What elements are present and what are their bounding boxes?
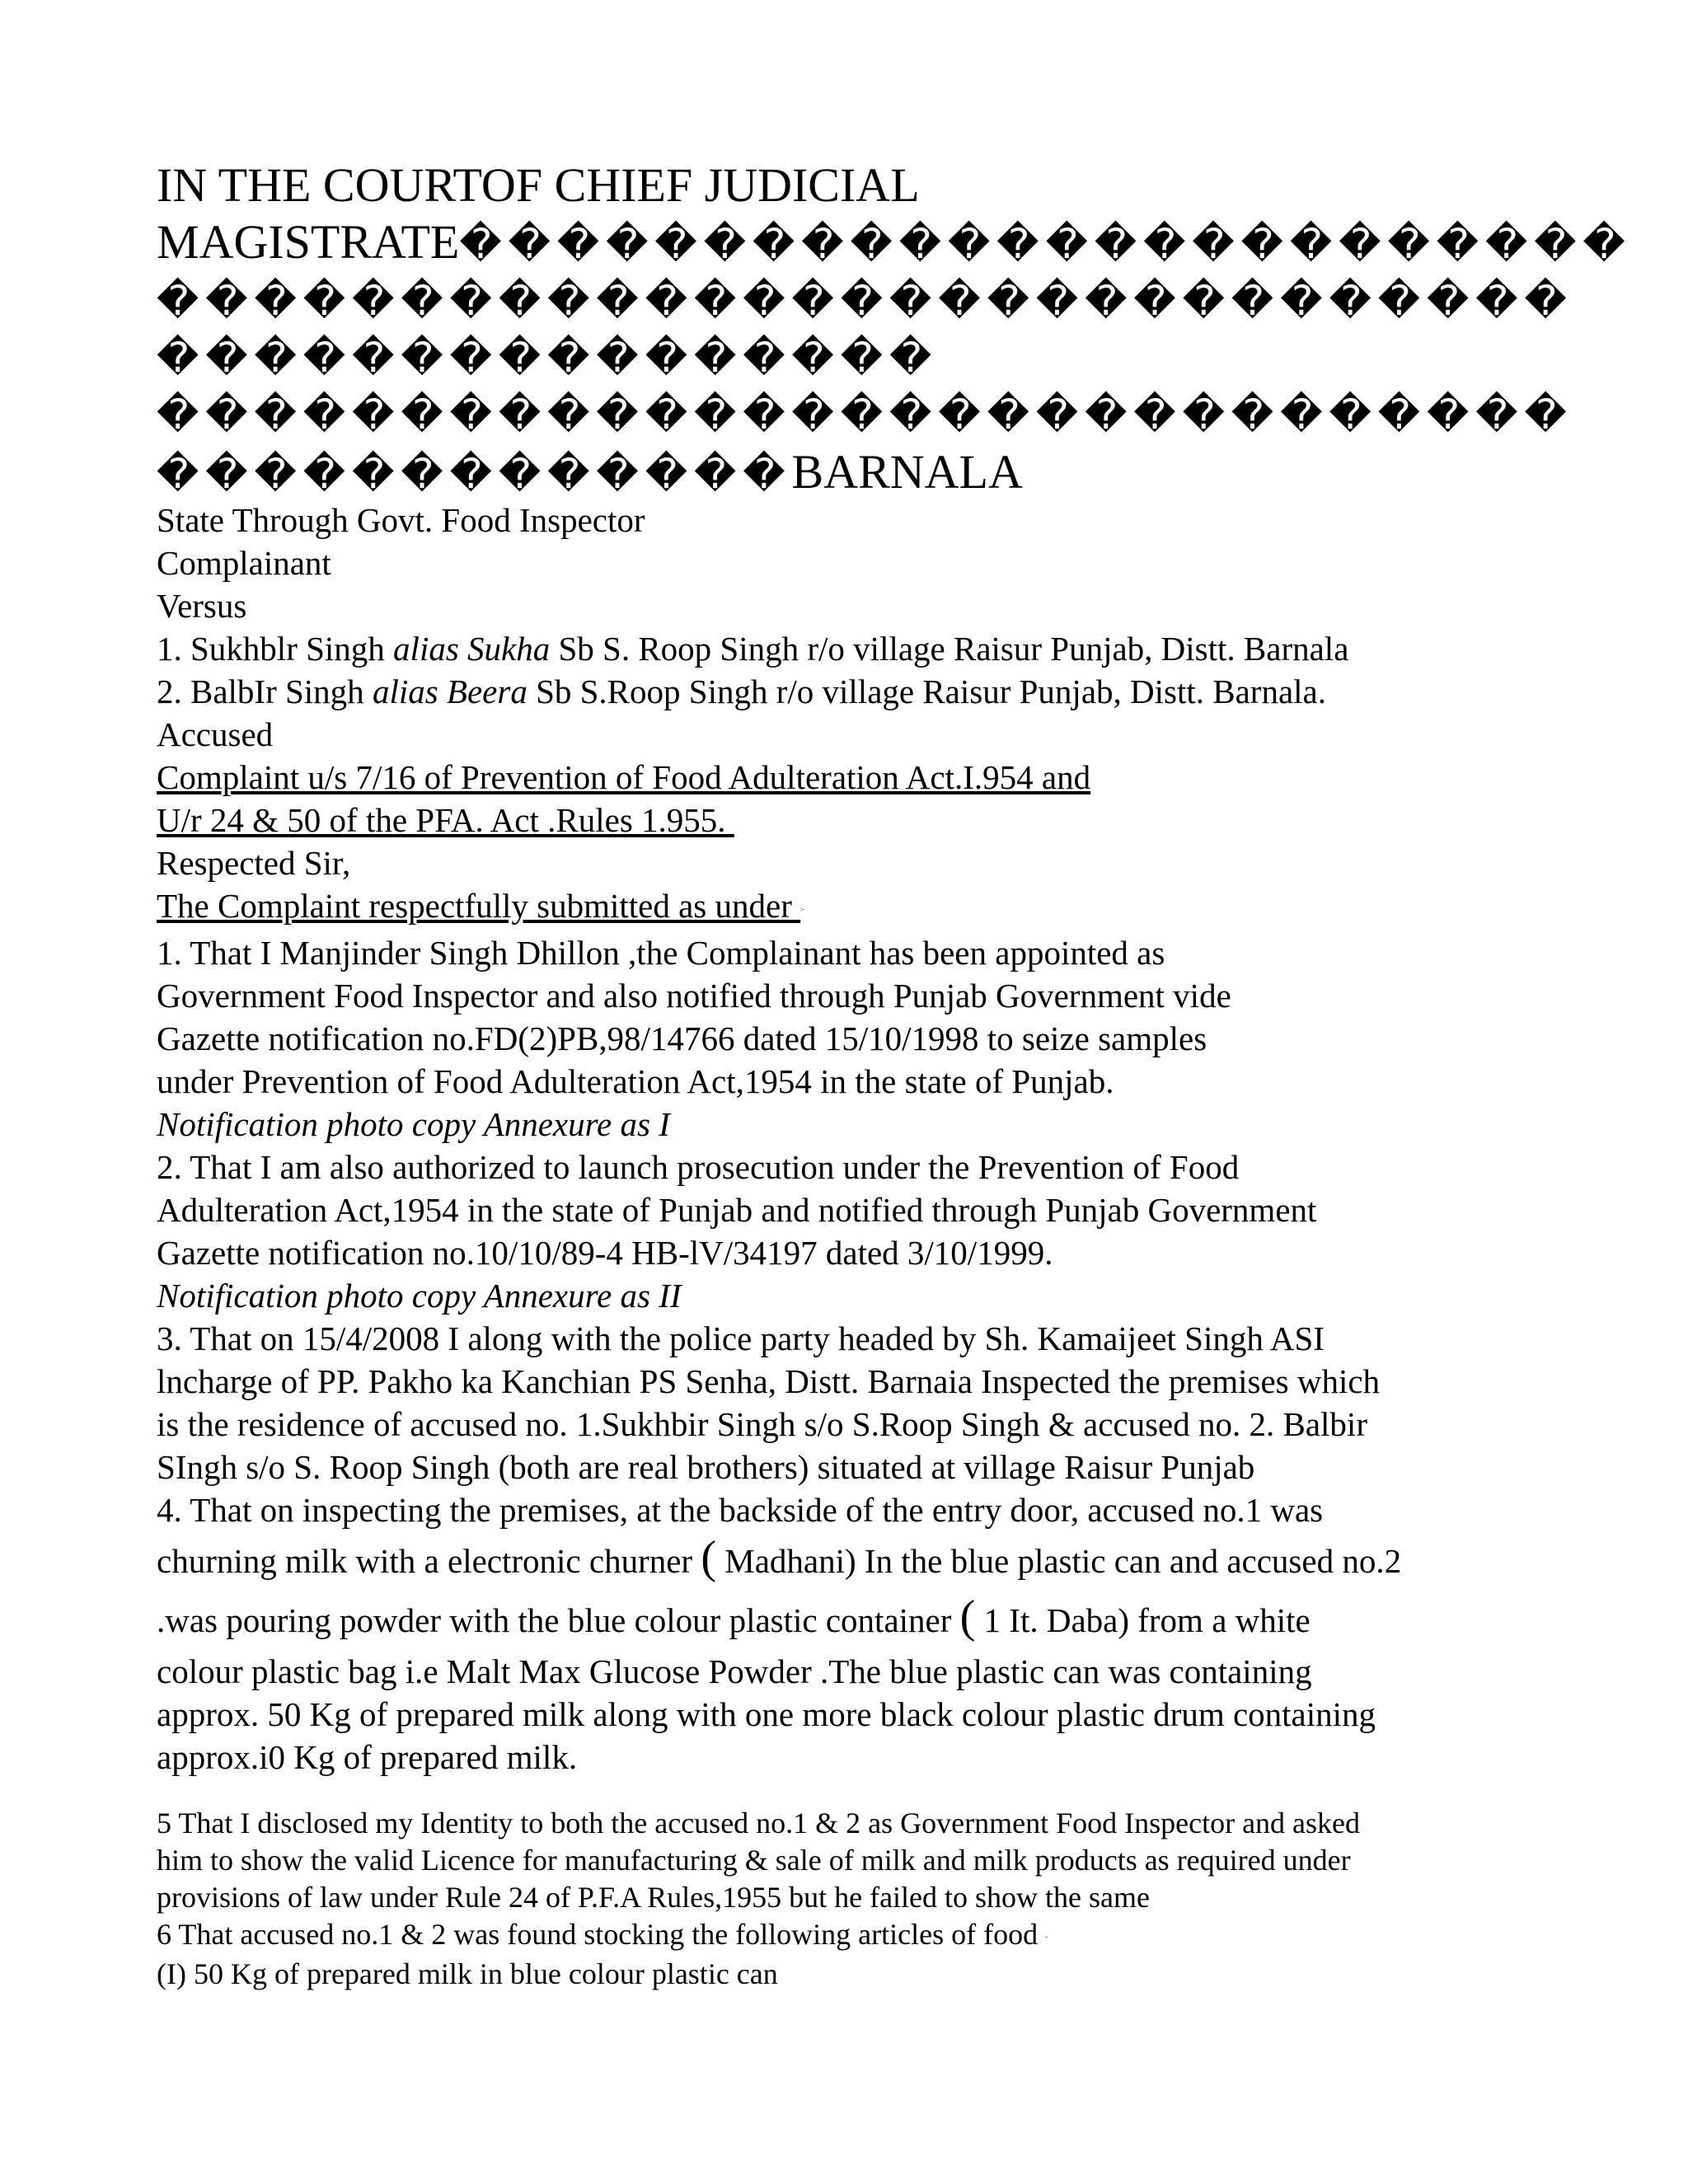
para3-line: SIngh s/o S. Roop Singh (both are real brothers) situated at village Raisur Punjab [157,1447,1255,1486]
para2-line: 2. That I am also authorized to launch prosecution under the Prevention of Food [157,1147,1240,1186]
para4-text: Madhani) In the blue plastic can and accused no.2 [715,1541,1402,1580]
subject-line-2: U/r 24 & 50 of the PFA. Act .Rules 1.955. [157,801,734,839]
complaint-body-continued [157,1805,1574,1993]
subject-line-1: Complaint u/s 7/16 of Prevention of Food Adulteration Act.I.954 and [157,758,1091,796]
para1-line: 1. That I Manjinder Singh Dhillon ,the Complainant has been appointed as [157,933,1165,972]
para4-text: churning milk with a electronic churner [157,1541,701,1580]
para6-line [157,1916,1574,1956]
annexure-2-note: Notification photo copy Annexure as II [157,1276,682,1315]
para3-line: lncharge of PP. Pakho ka Kanchian PS Senha, Distt. Barnaia Inspected the premises which [157,1361,1381,1400]
accused-1-alias: alias Sukha [393,630,551,668]
accused-1-name: 1. Sukhblr Singh [157,630,394,668]
accused-1-details: Sb S. Roop Singh r/o village Raisur Punjab, Distt. Barnala [550,630,1349,668]
para5-line: 5 That I disclosed my Identity to both the accused no.1 & 2 as Government Food Inspector and asked [157,1807,1361,1840]
para4-paren: ( [701,1531,716,1583]
annexure-1-note: Notification photo copy Annexure as I [157,1104,670,1143]
heading-line-2 [157,213,1632,273]
heading-garbled-glyphs: ����������������������������� [157,277,1573,325]
intro-tail: :- [800,905,804,913]
para4-text: 1 It. Daba) from a white [975,1601,1311,1639]
para4-line: approx. 50 Kg of prepared milk along with one more black colour plastic drum containing [157,1694,1376,1733]
intro-text: The Complaint respectfully submitted as under [157,887,801,925]
para1-line: under Prevention of Food Adulteration Act,1954 in the state of Punjab. [157,1062,1114,1100]
heading-barnala: BARNALA [791,445,1023,499]
versus-label: Versus [157,587,247,625]
heading-magistrate: MAGISTRATE [157,215,460,269]
accused-2-name: 2. BalbIr Singh [157,673,373,710]
complaint-body [157,499,1574,1779]
para2-line: Adulteration Act,1954 in the state of Punjab and notified through Punjab Government [157,1190,1317,1229]
para3-line: 3. That on 15/4/2008 I along with the police party headed by Sh. Kamaijeet Singh ASI [157,1319,1325,1357]
para4-line: 4. That on inspecting the premises, at the backside of the entry door, accused no.1 was [157,1490,1324,1529]
heading-line-1: IN THE COURTOF CHIEF JUDICIAL [157,158,920,212]
accused-2-alias: alias Beera [372,673,528,710]
para2-line: Gazette notification no.10/10/89-4 HB-lV/34197 dated 3/10/1999. [157,1233,1053,1272]
para4-line [157,1591,1574,1650]
heading-garbled-glyphs: ����������������������������� [157,391,1573,438]
para6-text: 6 That accused no.1 & 2 was found stocking the following articles of food [157,1918,1046,1951]
para4-text: .was pouring powder with the blue colour plastic container [157,1601,960,1639]
para4-line [157,1531,1574,1591]
para4-paren: ( [959,1591,976,1643]
salutation: Respected Sir, [157,844,351,882]
para3-line: is the residence of accused no. 1.Sukhbir Singh s/o S.Roop Singh & accused no. 2. Balbir [157,1404,1367,1443]
heading-line-6 [157,443,1558,503]
heading-garbled-glyphs: ������������������������ [459,220,1632,268]
complainant-label: Complainant [157,544,331,582]
accused-label: Accused [157,715,274,753]
heading-garbled-glyphs: ������������� [157,450,792,498]
para4-line: approx.i0 Kg of prepared milk. [157,1737,578,1776]
complainant-name: State Through Govt. Food Inspector [157,501,645,539]
accused-1 [157,627,1574,670]
para5-line: provisions of law under Rule 24 of P.F.A Rules,1955 but he failed to show the same [157,1881,1150,1914]
heading-garbled-glyphs: ���������������� [157,334,939,382]
court-heading [157,157,1632,503]
intro-line [157,884,1574,931]
accused-2 [157,670,1574,713]
para1-line: Gazette notification no.FD(2)PB,98/14766 dated 15/10/1998 to seize samples [157,1019,1207,1057]
para1-line: Government Food Inspector and also notified through Punjab Government vide [157,976,1231,1015]
accused-2-details: Sb S.Roop Singh r/o village Raisur Punjab, Distt. Barnala. [527,673,1326,710]
para5-line: him to show the valid Licence for manufacturing & sale of milk and milk products as required under [157,1844,1351,1877]
para6-tail: - [1045,1933,1048,1942]
item-1: (I) 50 Kg of prepared milk in blue colour plastic can [157,1957,778,1991]
para4-line: colour plastic bag i.e Malt Max Glucose Powder .The blue plastic can was containing [157,1652,1312,1690]
